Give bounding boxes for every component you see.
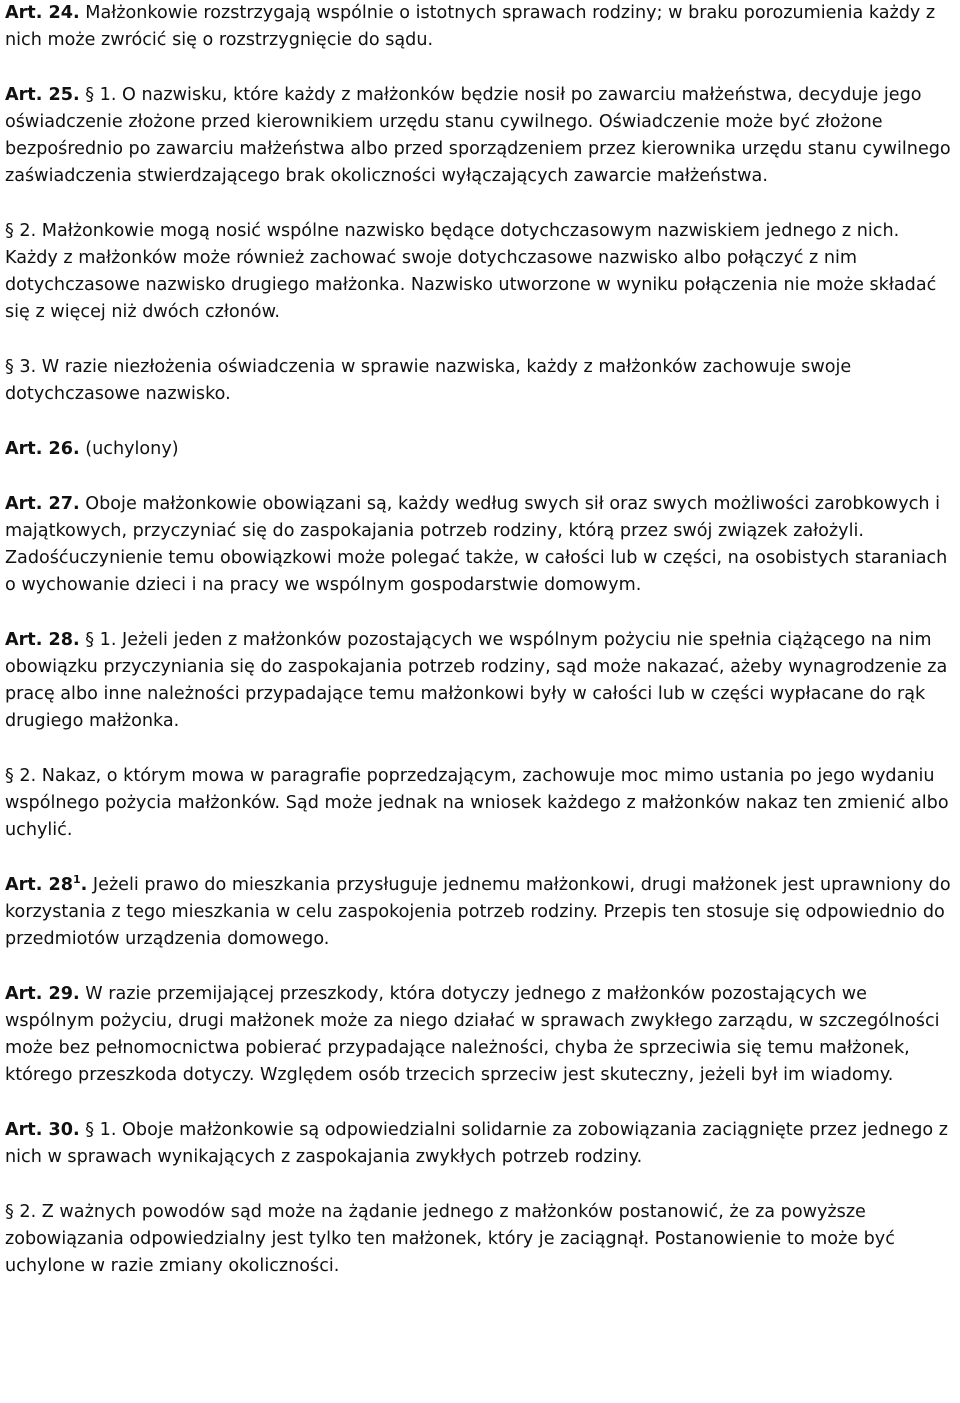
paragraph-number: § 1. [79,85,117,105]
article-30-paragraph-2: § 2. Z ważnych powodów sąd może na żądanie jednego z małżonków postanowić, że za powyższe zobowiązania odpowiedzialny jest tylko ten małżonek, który je zaciągnął. Postanowienie to może być uchylone w razie zmiany okoliczności. [5,1202,895,1276]
article-26 [5,436,955,463]
article-text: Małżonkowie rozstrzygają wspólnie o istotnych sprawach rodziny; w braku porozumienia każdy z nich może zwrócić się o rozstrzygnięcie do sądu. [5,3,936,50]
article-28-paragraph-2: § 2. Nakaz, o którym mowa w paragrafie poprzedzającym, zachowuje moc mimo ustania po jego wydaniu wspólnego pożycia małżonków. Sąd może jednak na wniosek każdego z małżonków nakaz ten zmienić albo uchylić. [5,766,949,840]
article-label [5,875,87,895]
article-27 [5,491,955,599]
article-label: Art. 24. [5,3,80,23]
article-text: Jeżeli jeden z małżonków pozostających we wspólnym pożyciu nie spełnia ciążącego na nim obowiązku przyczyniania się do zaspokajania potrzeb rodziny, sąd może nakazać, ażeby wynagrodzenie za pracę albo inne należności przypadające temu małżonkowi były w całości lub w części wypłacane do rąk drugiego małżonka. [5,630,948,731]
paragraph-number: § 1. [79,630,117,650]
article-label: Art. 27. [5,494,80,514]
article-24 [5,0,955,54]
article-text: W razie przemijającej przeszkody, która dotyczy jednego z małżonków pozostających we wspólnym pożyciu, drugi małżonek może za niego działać w sprawach zwykłego zarządu, w szczególności może bez pełnomocnictwa pobierać przypadające należności, chyba że sprzeciwia się temu małżonek, którego przeszkoda dotyczy. Względem osób trzecich sprzeciw jest skuteczny, jeżeli był im wiadomy. [5,984,940,1085]
paragraph-number: § 1. [79,1120,117,1140]
document-page [5,0,955,1280]
article-25-paragraph-1 [5,82,955,190]
article-28-paragraph-1 [5,627,955,735]
article-text: O nazwisku, które każdy z małżonków będzie nosił po zawarciu małżeństwa, decyduje jego oświadczenie złożone przed kierownikiem urzędu stanu cywilnego. Oświadczenie może być złożone bezpośrednio po zawarciu małżeństwa albo przed sporządzeniem przez kierownika urzędu stanu cywilnego zaświadczenia stwierdzającego brak okoliczności wyłączających zawarcie małżeństwa. [5,85,951,186]
article-text: Oboje małżonkowie są odpowiedzialni solidarnie za zobowiązania zaciągnięte przez jednego z nich w sprawach wynikających z zaspokajania zwykłych potrzeb rodziny. [5,1120,949,1167]
article-label-end: . [80,875,88,895]
article-29 [5,981,955,1089]
article-label: Art. 26. [5,439,80,459]
article-label-text: Art. 28 [5,875,73,895]
article-28-1 [5,872,955,953]
article-30-paragraph-1 [5,1117,955,1171]
article-25-paragraph-2: § 2. Małżonkowie mogą nosić wspólne nazwisko będące dotychczasowym nazwiskiem jednego z nich. Każdy z małżonków może również zachować swoje dotychczasowe nazwisko albo połączyć z nim dotychczasowe nazwisko drugiego małżonka. Nazwisko utworzone w wyniku połączenia nie może składać się z więcej niż dwóch członów. [5,221,937,322]
article-label: Art. 25. [5,85,80,105]
article-25-paragraph-3: § 3. W razie niezłożenia oświadczenia w sprawie nazwiska, każdy z małżonków zachowuje swoje dotychczasowe nazwisko. [5,357,852,404]
article-label: Art. 28. [5,630,80,650]
article-text: Oboje małżonkowie obowiązani są, każdy według swych sił oraz swych możliwości zarobkowych i majątkowych, przyczyniać się do zaspokajania potrzeb rodziny, którą przez swój związek założyli. Zadośćuczynienie temu obowiązkowi może polegać także, w całości lub w części, na osobistych staraniach o wychowanie dzieci i na pracy we wspólnym gospodarstwie domowym. [5,494,948,595]
article-text: (uchylony) [79,439,179,459]
article-label: Art. 30. [5,1120,80,1140]
article-superscript: 1 [73,873,81,887]
article-label: Art. 29. [5,984,80,1004]
article-text: Jeżeli prawo do mieszkania przysługuje jednemu małżonkowi, drugi małżonek jest uprawniony do korzystania z tego mieszkania w celu zaspokojenia potrzeb rodziny. Przepis ten stosuje się odpowiednio do przedmiotów urządzenia domowego. [5,875,951,949]
